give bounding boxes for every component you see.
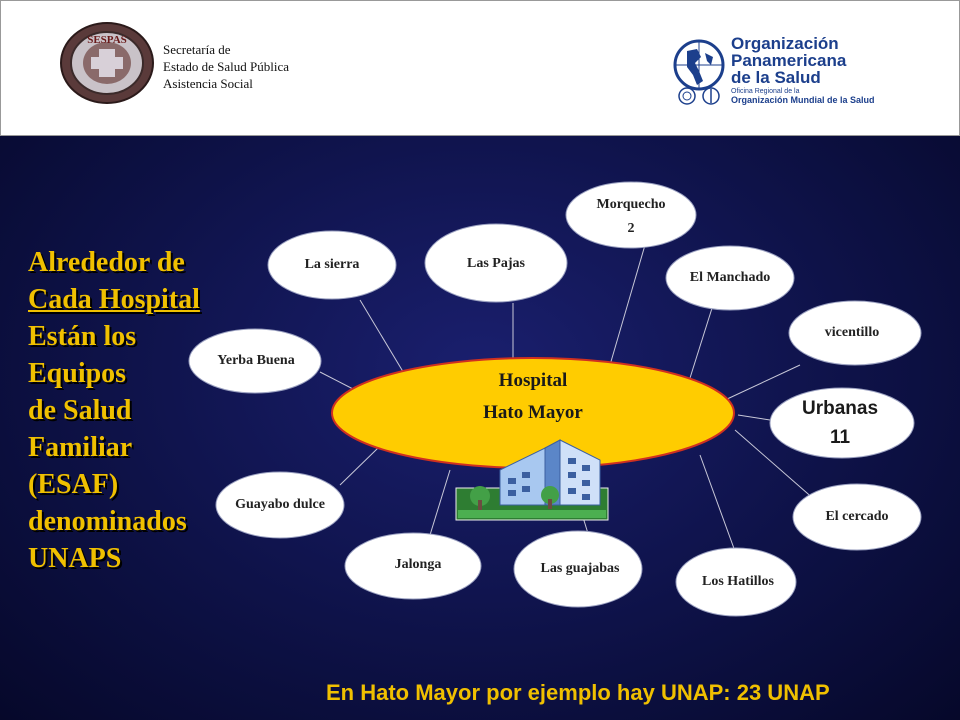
label-morquecho-line-1: Morquecho: [596, 197, 666, 212]
intro-line-6: Familiar: [28, 432, 133, 463]
label-la-sierra: La sierra: [304, 257, 360, 272]
paho-sub-line-2: Organización Mundial de la Salud: [731, 95, 875, 105]
ministry-line-3: Asistencia Social: [163, 76, 253, 91]
label-guayabo-dulce: Guayabo dulce: [235, 497, 325, 512]
ministry-line-1: Secretaría de: [163, 42, 231, 57]
intro-line-7: (ESAF): [28, 469, 119, 500]
label-yerba-buena: Yerba Buena: [217, 353, 295, 368]
intro-line-5: de Salud: [28, 395, 132, 426]
intro-line-3: Están los: [28, 321, 137, 352]
hub-label-line-1: Hospital: [498, 370, 568, 391]
seal-text: SESPAS: [87, 34, 127, 46]
label-morquecho-line-2: 2: [627, 221, 635, 236]
intro-line-8: denominados: [28, 506, 187, 537]
ministry-line-2: Estado de Salud Pública: [163, 59, 290, 74]
connector-la-sierra: [360, 300, 405, 375]
label-jalonga: Jalonga: [394, 557, 442, 572]
paho-line-3: de la Salud: [731, 68, 821, 87]
paho-line-1: Organización: [731, 34, 839, 53]
label-el-cercado: El cercado: [825, 509, 889, 524]
label-urbanas-line-1: Urbanas: [801, 398, 879, 419]
label-el-manchado: El Manchado: [689, 270, 771, 285]
intro-text: [28, 244, 200, 577]
connector-urbanas: [738, 415, 770, 420]
intro-line-1: Alrededor de: [28, 247, 185, 278]
hub-label-line-2: Hato Mayor: [483, 402, 583, 423]
label-las-pajas: Las Pajas: [467, 256, 525, 271]
label-urbanas: [802, 394, 878, 452]
label-las-guajabas: Las guajabas: [540, 561, 620, 576]
connector-vicentillo: [725, 365, 800, 400]
connector-jalonga: [430, 470, 450, 535]
connector-morquecho: [610, 245, 645, 365]
paho-sub-line-1: Oficina Regional de la: [731, 88, 800, 95]
intro-line-2: Cada Hospital: [28, 284, 200, 315]
intro-line-4: Equipos: [28, 358, 127, 389]
footer-note: En Hato Mayor por ejemplo hay UNAP: 23 UNAP: [326, 680, 830, 705]
connector-guayabo-dulce: [340, 448, 378, 485]
hub-label: [483, 365, 583, 429]
paho-line-2: Panamericana: [731, 51, 847, 70]
label-vicentillo: vicentillo: [824, 325, 880, 340]
label-urbanas-line-2: 11: [829, 427, 851, 448]
connector-yerba-buena: [320, 372, 355, 390]
connector-el-manchado: [690, 305, 713, 378]
intro-line-9: UNAPS: [28, 543, 122, 574]
label-los-hatillos: Los Hatillos: [702, 574, 774, 589]
label-morquecho: [597, 193, 666, 241]
